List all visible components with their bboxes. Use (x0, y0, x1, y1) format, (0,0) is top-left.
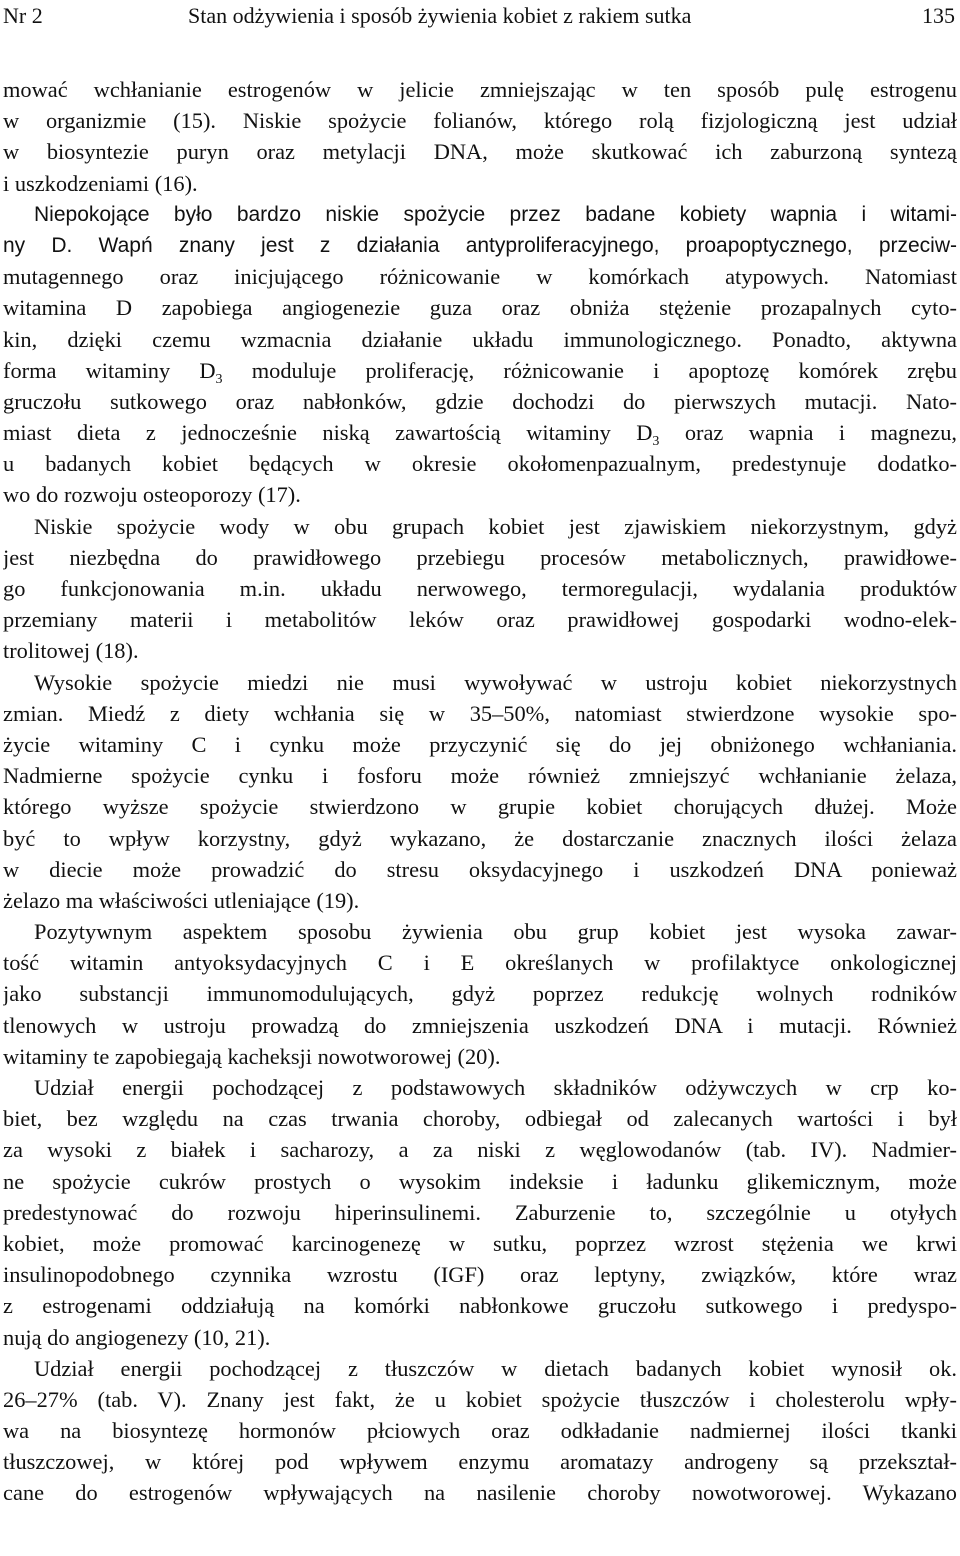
text-line: w organizmie (15). Niskie spożycie folianów, którego rolą fizjologiczną jest udział (3, 108, 957, 134)
text-line: jako substancji immunomodulujących, gdyż poprzez redukcję wolnych rodników (3, 981, 957, 1007)
text-line: jest niezbędna do prawidłowego przebiegu procesów metabolicznych, prawidłowe- (3, 544, 957, 570)
text-line: przemiany materii i metabolitów leków oraz prawidłowej gospodarki wodno-elek- (3, 607, 957, 633)
subscript: 3 (652, 434, 660, 449)
text-line: za wysoki z białek i sacharozy, a za niski z węglowodanów (tab. IV). Nadmier- (3, 1137, 957, 1163)
text-line: insulinopodobnego czynnika wzrostu (IGF) oraz leptyny, związków, które wraz (3, 1262, 957, 1288)
text-line-part: miast dieta z jednocześnie niską zawartością witaminy D (3, 420, 653, 446)
text-line: nują do angiogenezy (10, 21). (3, 1324, 271, 1350)
text-line: Nadmierne spożycie cynku i fosforu może również zmniejszyć wchłanianie żelaza, (3, 763, 957, 789)
text-line: w diecie może prowadzić do stresu oksydacyjnego i uszkodzeń DNA ponieważ (3, 856, 957, 882)
text-line (3, 417, 957, 448)
text-line-part: moduluje proliferację, różnicowanie i apoptozę komórek zrębu (222, 357, 957, 383)
text-line: wa na biosyntezę hormonów płciowych oraz odkładanie nadmiernej ilości tkanki (3, 1418, 957, 1444)
text-line (3, 355, 957, 386)
text-line: tlenowych w ustroju prowadzą do zmniejszenia uszkodzeń DNA i mutacji. Również (3, 1012, 957, 1038)
text-line: u badanych kobiet będących w okresie okołomenpazualnym, predestynuje dodatko- (3, 451, 957, 477)
text-line: zmian. Miedź z diety wchłania się w 35–50%, natomiast stwierdzone wysokie spo- (3, 700, 957, 726)
text-line: tłuszczowej, w której pod wpływem enzymu aromatazy androgeny są przekształ- (3, 1449, 957, 1475)
text-line: 26–27% (tab. V). Znany jest fakt, że u kobiet spożycie tłuszczów i cholesterolu wpły- (3, 1386, 957, 1412)
text-line: witaminy te zapobiegają kacheksji nowotworowej (20). (3, 1043, 501, 1069)
text-line: kobiet, może promować karcinogenezę w sutku, poprzez wzrost stężenia we krwi (3, 1230, 957, 1256)
text-line: kin, dzięki czemu wzmacnia działanie układu immunologicznego. Ponadto, aktywna (3, 326, 957, 352)
text-line: Niepokojące było bardzo niskie spożycie przez badane kobiety wapnia i witami- (34, 202, 957, 226)
text-line: życie witaminy C i cynku może przyczynić się do jej obniżonego wchłaniania. (3, 731, 957, 757)
subscript: 3 (215, 371, 223, 386)
text-line: gruczołu sutkowego oraz nabłonków, gdzie dochodzi do pierwszych mutacji. Nato- (3, 388, 957, 414)
text-line: Udział energii pochodzącej z podstawowych składników odżywczych w crp ko- (34, 1075, 957, 1100)
text-line-part: forma witaminy D (3, 357, 216, 383)
text-line: Niskie spożycie wody w obu grupach kobiet jest zjawiskiem niekorzystnym, gdyż (34, 513, 957, 539)
text-line: Wysokie spożycie miedzi nie musi wywoływać w ustroju kobiet niekorzystnych (34, 669, 957, 695)
text-line-part: oraz wapnia i magnezu, (659, 420, 957, 446)
text-line: cane do estrogenów wpływających na nasilenie choroby nowotworowej. Wykazano (3, 1480, 957, 1506)
text-line: mutagennego oraz inicjującego różnicowanie w komórkach atypowych. Natomiast (3, 264, 957, 290)
text-line: z estrogenami oddziałują na komórki nabłonkowe gruczołu sutkowego i predyspo- (3, 1293, 957, 1319)
page-number: 135 (922, 3, 955, 28)
text-line: go funkcjonowania m.in. układu nerwowego, termoregulacji, wydalania produktów (3, 576, 957, 601)
text-line: trolitowej (18). (3, 638, 139, 664)
text-line: Pozytywnym aspektem sposobu żywienia obu grup kobiet jest wysoka zawar- (34, 919, 957, 945)
text-line: mować wchłanianie estrogenów w jelicie zmniejszając w ten sposób pulę estrogenu (3, 77, 957, 102)
text-line: w biosyntezie puryn oraz metylacji DNA, może skutkować ich zaburzoną syntezą (3, 139, 957, 165)
page-header (0, 0, 960, 40)
article-body (3, 74, 957, 1554)
text-line: witamina D zapobiega angiogenezie guza oraz obniża stężenie prozapalnych cyto- (3, 295, 957, 321)
text-line: i uszkodzeniami (16). (3, 170, 198, 196)
text-line: być to wpływ korzystny, gdyż wykazano, że dostarczanie znacznych ilości żelaza (3, 825, 957, 851)
text-line: wo do rozwoju osteoporozy (17). (3, 482, 301, 508)
text-line: ny D. Wapń znany jest z działania antyproliferacyjnego, proapoptycznego, przeciw- (3, 233, 957, 257)
text-line: ne spożycie cukrów prostych o wysokim indeksie i ładunku glikemicznym, może (3, 1168, 957, 1194)
running-title: Stan odżywienia i sposób żywienia kobiet z rakiem sutka (188, 3, 692, 28)
text-line: którego wyższe spożycie stwierdzono w grupie kobiet chorujących dłużej. Może (3, 794, 957, 820)
issue-number: Nr 2 (3, 3, 43, 28)
text-line: Udział energii pochodzącej z tłuszczów w dietach badanych kobiet wynosił ok. (34, 1355, 957, 1381)
text-line: biet, bez względu na czas trwania choroby, odbiegał od zalecanych wartości i był (3, 1106, 957, 1132)
text-line: predestynować do rozwoju hiperinsulinemi. Zaburzenie to, szczególnie u otyłych (3, 1199, 957, 1225)
text-line: tość witamin antyoksydacyjnych C i E określanych w profilaktyce onkologicznej (3, 950, 957, 976)
text-line: żelazo ma właściwości utleniające (19). (3, 887, 360, 913)
